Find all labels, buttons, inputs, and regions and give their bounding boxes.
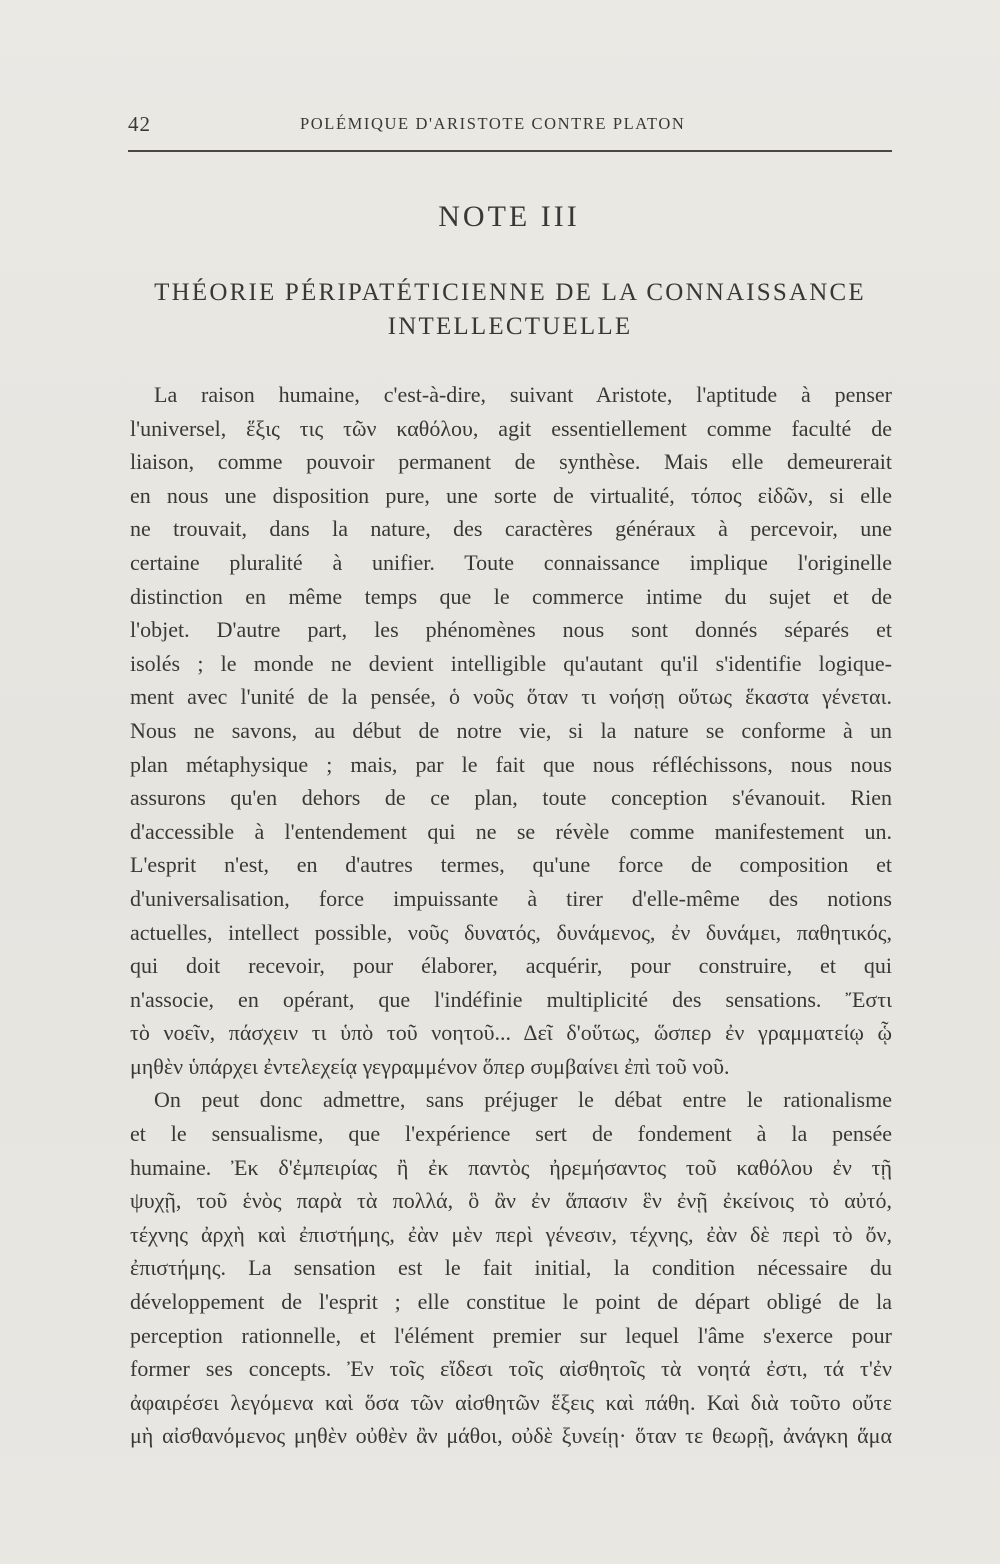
- text-line: L'esprit n'est, en d'autres termes, qu'une force de composition et: [130, 852, 892, 878]
- text-line: actuelles, intellect possible, νοῦς δυνατός, δυνάμενος, ἐν δυνάμει, παθητικός,: [130, 919, 892, 945]
- page-number: 42: [128, 112, 151, 136]
- text-line: humaine. Ἐκ δ'ἐμπειρίας ἢ ἐκ παντὸς ἠρεμήσαντος τοῦ καθόλου ἐν τῇ: [130, 1154, 892, 1180]
- text-line: μὴ αἰσθανόμενος μηθὲν οὐθὲν ἂν μάθοι, οὐδὲ ξυνείῃ· ὅταν τε θεωρῇ, ἀνάγκη ἅμα: [130, 1423, 892, 1449]
- note-title-line: THÉORIE PÉRIPATÉTICIENNE DE LA CONNAISSANCE: [154, 279, 866, 306]
- running-title: POLÉMIQUE D'ARISTOTE CONTRE PLATON: [300, 114, 686, 133]
- text-line: d'accessible à l'entendement qui ne se révèle comme manifestement un.: [130, 818, 892, 844]
- text-line: assurons qu'en dehors de ce plan, toute conception s'évanouit. Rien: [130, 785, 892, 811]
- note-title: [128, 276, 892, 344]
- body-text: [130, 378, 892, 1453]
- text-line: certaine pluralité à unifier. Toute connaissance implique l'originelle: [130, 549, 892, 575]
- text-line: perception rationnelle, et l'élément premier sur lequel l'âme s'exerce pour: [130, 1322, 892, 1348]
- text-line: en nous une disposition pure, une sorte de virtualité, τόπος εἰδῶν, si elle: [130, 482, 892, 508]
- text-line: isolés ; le monde ne devient intelligible qu'autant qu'il s'identifie logique-: [130, 650, 892, 676]
- text-line: qui doit recevoir, pour élaborer, acquérir, pour construire, et qui: [130, 953, 892, 979]
- text-line: ment avec l'unité de la pensée, ὁ νοῦς ὅταν τι νοήσῃ οὕτως ἕκαστα γένεται.: [130, 684, 892, 710]
- text-line: développement de l'esprit ; elle constitue le point de départ obligé de la: [130, 1289, 892, 1315]
- text-line: l'universel, ἕξις τις τῶν καθόλου, agit essentiellement comme faculté de: [130, 415, 892, 441]
- text-line: τὸ νοεῖν, πάσχειν τι ὑπὸ τοῦ νοητοῦ... Δεῖ δ'οὕτως, ὥσπερ ἐν γραμματείῳ ᾧ: [130, 1020, 892, 1046]
- text-line: ψυχῇ, τοῦ ἑνὸς παρὰ τὰ πολλά, ὃ ἂν ἐν ἅπασιν ἓν ἐνῇ ἐκείνοις τὸ αὐτό,: [130, 1188, 892, 1214]
- text-line: liaison, comme pouvoir permanent de synthèse. Mais elle demeurerait: [130, 449, 892, 475]
- text-line: d'universalisation, force impuissante à tirer d'elle-même des notions: [130, 885, 892, 911]
- text-line: former ses concepts. Ἐν τοῖς εἴδεσι τοῖς αἰσθητοῖς τὰ νοητά ἐστι, τά τ'ἐν: [130, 1356, 892, 1382]
- text-line: τέχνης ἀρχὴ καὶ ἐπιστήμης, ἐὰν μὲν περὶ γένεσιν, τέχνης, ἐὰν δὲ περὶ τὸ ὄν,: [130, 1221, 892, 1247]
- text-line: et le sensualisme, que l'expérience sert de fondement à la pensée: [130, 1121, 892, 1147]
- text-line: ἀφαιρέσει λεγόμενα καὶ ὅσα τῶν αἰσθητῶν ἕξεις καὶ πάθη. Καὶ διὰ τοῦτο οὔτε: [130, 1389, 892, 1415]
- running-head: [128, 112, 890, 140]
- text-line: l'objet. D'autre part, les phénomènes nous sont donnés séparés et: [130, 617, 892, 643]
- text-line: plan métaphysique ; mais, par le fait que nous réfléchissons, nous nous: [130, 751, 892, 777]
- text-line: n'associe, en opérant, que l'indéfinie multiplicité des sensations. Ἔστι: [130, 986, 892, 1012]
- text-line: ἐπιστήμης. La sensation est le fait initial, la condition nécessaire du: [130, 1255, 892, 1281]
- text-line: La raison humaine, c'est-à-dire, suivant Aristote, l'aptitude à penser: [154, 382, 892, 407]
- text-line: Nous ne savons, au début de notre vie, si la nature se conforme à un: [130, 717, 892, 743]
- text-line: μηθὲν ὑπάρχει ἐντελεχείᾳ γεγραμμένον ὅπερ συμβαίνει ἐπὶ τοῦ νοῦ.: [130, 1053, 730, 1079]
- text-line: distinction en même temps que le commerce intime du sujet et de: [130, 583, 892, 609]
- header-rule: [128, 150, 892, 152]
- text-line: On peut donc admettre, sans préjuger le débat entre le rationalisme: [154, 1087, 892, 1113]
- text-line: ne trouvait, dans la nature, des caractères généraux à percevoir, une: [130, 516, 892, 542]
- note-number: NOTE III: [438, 200, 580, 233]
- note-title-line: INTELLECTUELLE: [387, 313, 633, 340]
